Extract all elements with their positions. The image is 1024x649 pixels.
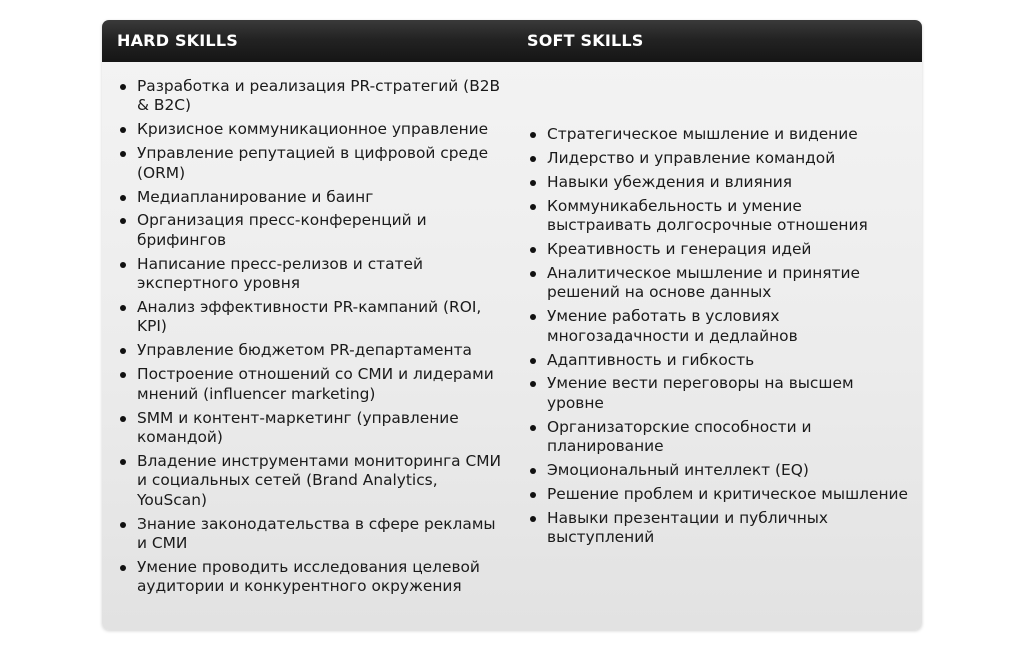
header-hard-skills: HARD SKILLS [117, 31, 238, 50]
list-item: Навыки презентации и публичных выступлений [528, 509, 908, 548]
list-item: Решение проблем и критическое мышление [528, 485, 908, 504]
header-soft-skills: SOFT SKILLS [527, 31, 644, 50]
list-item: Анализ эффективности PR-кампаний (ROI, KPI) [118, 298, 503, 337]
list-item: Написание пресс-релизов и статей экспертного уровня [118, 255, 503, 294]
list-item: Лидерство и управление командой [528, 149, 908, 168]
list-item: SMM и контент-маркетинг (управление командой) [118, 409, 503, 448]
list-item: Эмоциональный интеллект (EQ) [528, 461, 908, 480]
list-item: Управление бюджетом PR-департамента [118, 341, 503, 360]
list-item: Аналитическое мышление и принятие решений на основе данных [528, 264, 908, 303]
list-item: Умение проводить исследования целевой аудитории и конкурентного окружения [118, 558, 503, 597]
list-item: Управление репутацией в цифровой среде (ORM) [118, 144, 503, 183]
list-item: Организация пресс-конференций и брифингов [118, 211, 503, 250]
list-item: Кризисное коммуникационное управление [118, 120, 503, 139]
list-item: Навыки убеждения и влияния [528, 173, 908, 192]
soft-skills-list [528, 125, 908, 552]
list-item: Коммуникабельность и умение выстраивать долгосрочные отношения [528, 197, 908, 236]
list-item: Медиапланирование и баинг [118, 188, 503, 207]
skills-table [102, 20, 922, 630]
list-item: Адаптивность и гибкость [528, 351, 908, 370]
list-item: Разработка и реализация PR-стратегий (B2B & B2C) [118, 77, 503, 116]
list-item: Организаторские способности и планирование [528, 418, 908, 457]
list-item: Креативность и генерация идей [528, 240, 908, 259]
list-item: Владение инструментами мониторинга СМИ и социальных сетей (Brand Analytics, YouScan) [118, 452, 503, 510]
list-item: Стратегическое мышление и видение [528, 125, 908, 144]
list-item: Знание законодательства в сфере рекламы и СМИ [118, 515, 503, 554]
hard-skills-list [118, 77, 503, 601]
table-header [102, 20, 922, 62]
list-item: Умение работать в условиях многозадачности и дедлайнов [528, 307, 908, 346]
list-item: Построение отношений со СМИ и лидерами мнений (influencer marketing) [118, 365, 503, 404]
list-item: Умение вести переговоры на высшем уровне [528, 374, 908, 413]
